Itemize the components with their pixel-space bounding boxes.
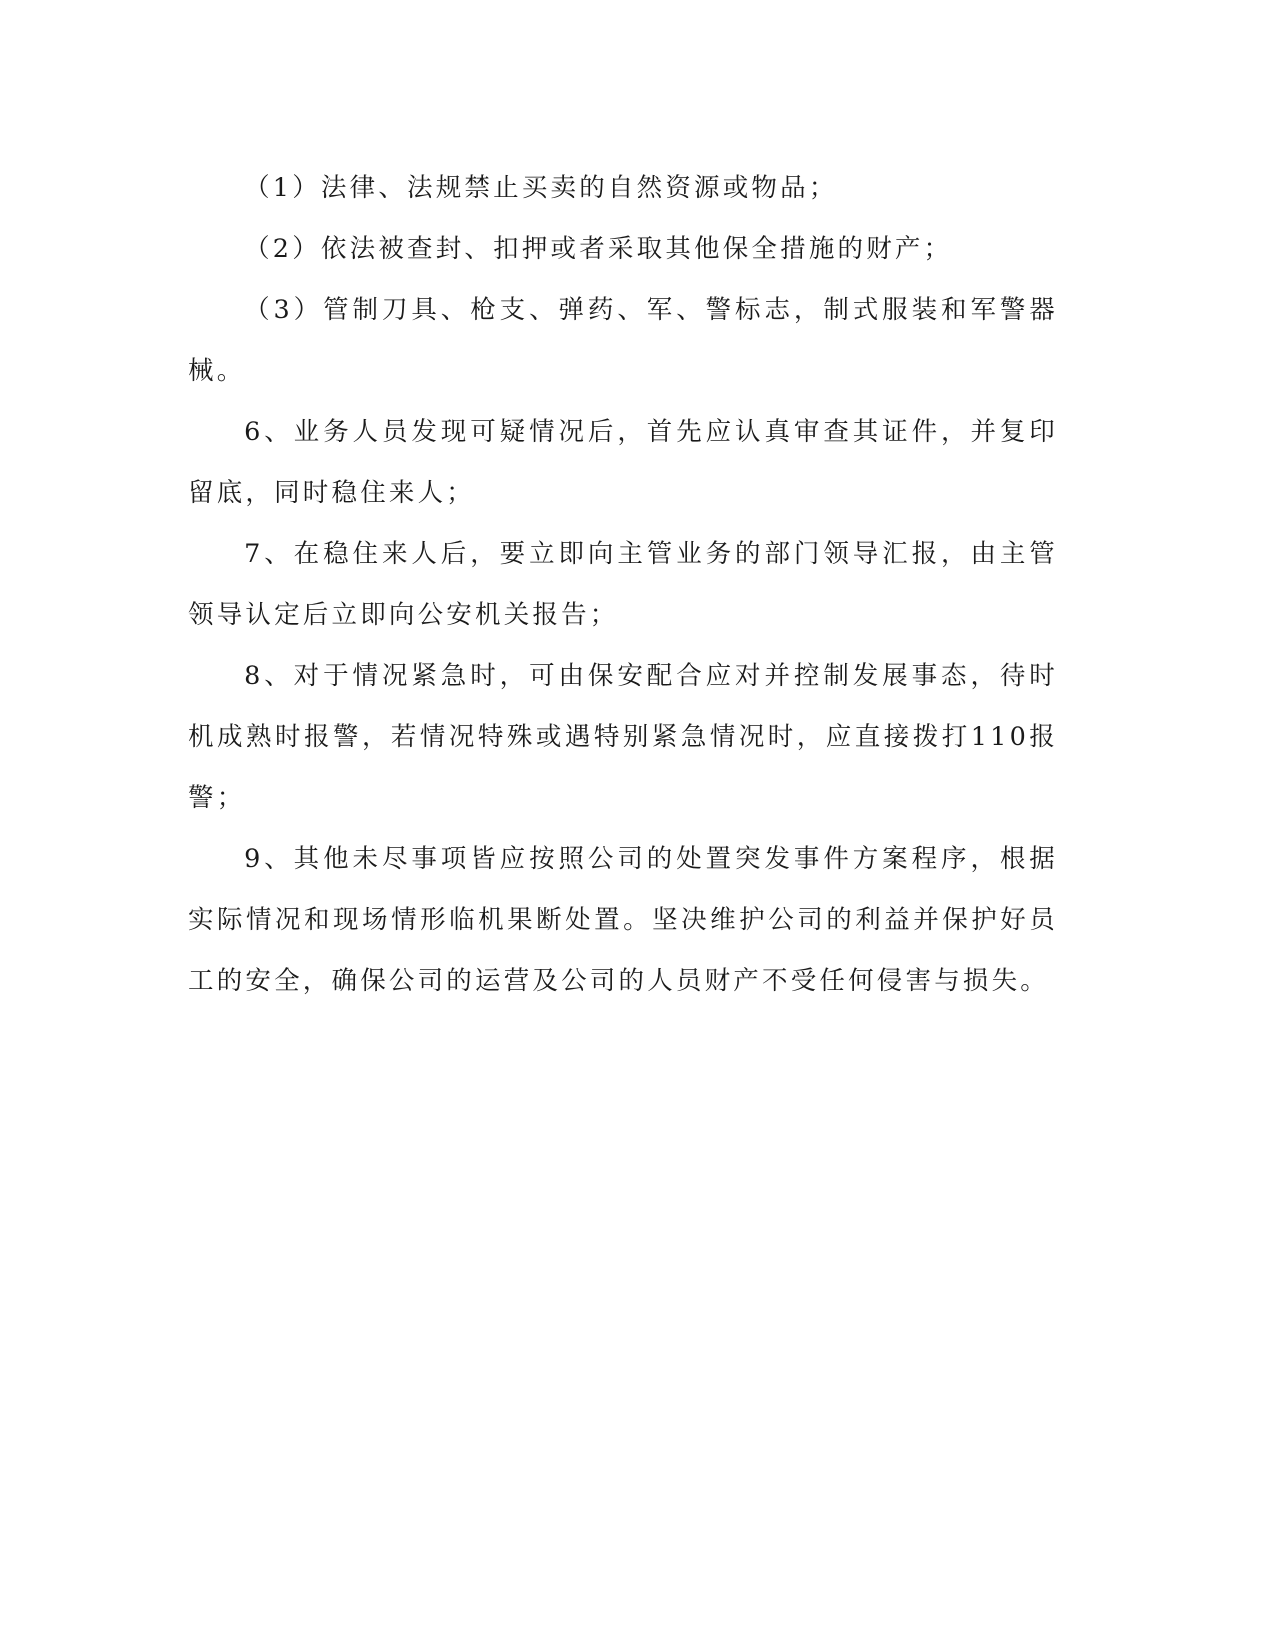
paragraph-item-1: （1）法律、法规禁止买卖的自然资源或物品； [244, 173, 838, 203]
paragraph-item-3: （3）管制刀具、枪支、弹药、军、警标志，制式服装和军警器械。 [188, 295, 1058, 386]
paragraph-section-7: 7、在稳住来人后，要立即向主管业务的部门领导汇报，由主管领导认定后立即向公安机关报告； [188, 539, 1058, 630]
paragraph-section-6: 6、业务人员发现可疑情况后，首先应认真审查其证件，并复印留底，同时稳住来人； [188, 417, 1058, 508]
paragraph-section-8: 8、对于情况紧急时，可由保安配合应对并控制发展事态，待时机成熟时报警，若情况特殊或遇特别紧急情况时，应直接拨打110报警； [188, 661, 1058, 813]
paragraph-section-9: 9、其他未尽事项皆应按照公司的处置突发事件方案程序，根据实际情况和现场情形临机果断处置。坚决维护公司的利益并保护好员工的安全，确保公司的运营及公司的人员财产不受任何侵害与损失。 [188, 844, 1058, 996]
paragraph-item-2: （2）依法被查封、扣押或者采取其他保全措施的财产； [244, 234, 953, 264]
document-body [188, 158, 1058, 1012]
